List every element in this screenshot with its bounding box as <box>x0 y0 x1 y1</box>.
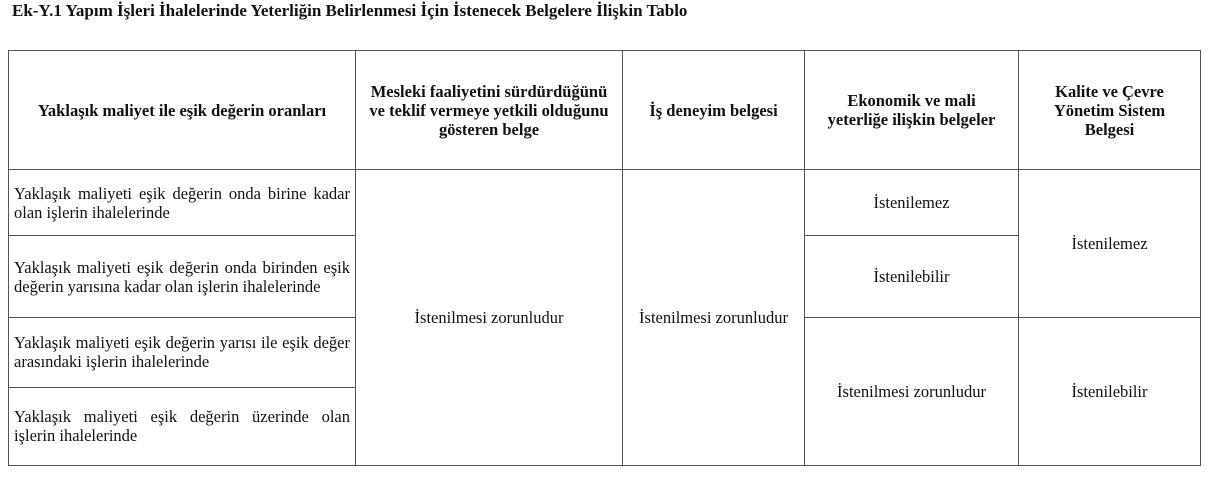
quality-cell: İstenilemez <box>1019 170 1201 317</box>
table-title: Ek-Y.1 Yapım İşleri İhalelerinde Yeterliğin Belirlenmesi İçin İstenecek Belgelere İlişkin Tablo <box>12 1 688 20</box>
row-label: Yaklaşık maliyeti eşik değerin onda birine kadar olan işlerin ihalelerinde <box>9 170 356 236</box>
table-row <box>9 170 1201 236</box>
professional-activity-cell: İstenilmesi zorunludur <box>356 170 623 466</box>
requirements-table <box>8 50 1201 466</box>
header-professional-activity: Mesleki faaliyetini sürdürdüğünü ve teklif vermeye yetkili olduğunu gösteren belge <box>356 51 623 170</box>
quality-cell: İstenilebilir <box>1019 317 1201 465</box>
header-work-experience: İş deneyim belgesi <box>623 51 805 170</box>
economic-cell: İstenilebilir <box>805 236 1019 317</box>
economic-cell: İstenilemez <box>805 170 1019 236</box>
economic-cell: İstenilmesi zorunludur <box>805 317 1019 465</box>
row-label: Yaklaşık maliyeti eşik değerin yarısı ile eşik değer arasındaki işlerin ihalelerinde <box>9 317 356 387</box>
header-quality-environment: Kalite ve Çevre Yönetim Sistem Belgesi <box>1019 51 1201 170</box>
row-label: Yaklaşık maliyeti eşik değerin üzerinde olan işlerin ihalelerinde <box>9 387 356 465</box>
header-cost-ratio: Yaklaşık maliyet ile eşik değerin oranları <box>9 51 356 170</box>
header-economic-financial: Ekonomik ve mali yeterliğe ilişkin belgeler <box>805 51 1019 170</box>
header-row <box>9 51 1201 170</box>
work-experience-cell: İstenilmesi zorunludur <box>623 170 805 466</box>
row-label: Yaklaşık maliyeti eşik değerin onda birinden eşik değerin yarısına kadar olan işlerin ihalelerinde <box>9 236 356 317</box>
